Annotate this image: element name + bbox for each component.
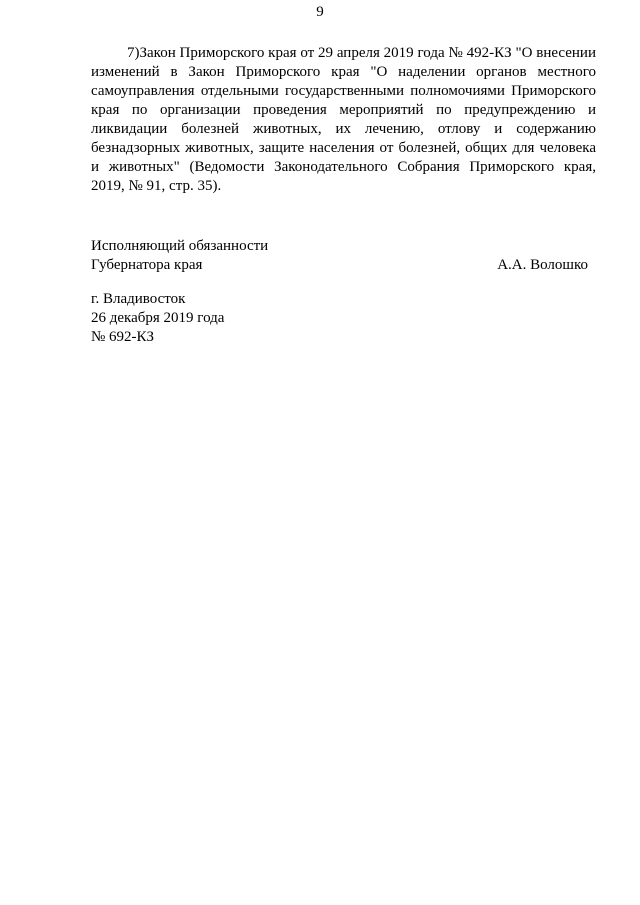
signatory-name: А.А. Волошко [497, 257, 588, 273]
page-number: 9 [316, 4, 324, 20]
signatory-position-line1: Исполняющий обязанности [91, 238, 269, 254]
document-meta [91, 290, 224, 347]
signature-block [91, 237, 596, 275]
signature-row [91, 256, 596, 275]
law-list-item-7: 7)Закон Приморского края от 29 апреля 2019 года № 492-КЗ "О внесении изменений в Закон Приморского края "О наделении органов местного самоуправления отдельными государственными полномочиями Приморского края по организации проведения мероприятий по предупреждению и ликвидации болезней животных, их лечению, отлову и содержанию безнадзорных животных, защите населения от болезней, общих для человека и животных" (Ведомости Законодательного Собрания Приморского края, 2019, № 91, стр. 35). [91, 45, 596, 194]
document-date: 26 декабря 2019 года [91, 310, 225, 326]
document-city: г. Владивосток [91, 291, 186, 307]
document-number: № 692-КЗ [91, 329, 155, 345]
signatory-position-line2: Губернатора края [91, 257, 203, 273]
